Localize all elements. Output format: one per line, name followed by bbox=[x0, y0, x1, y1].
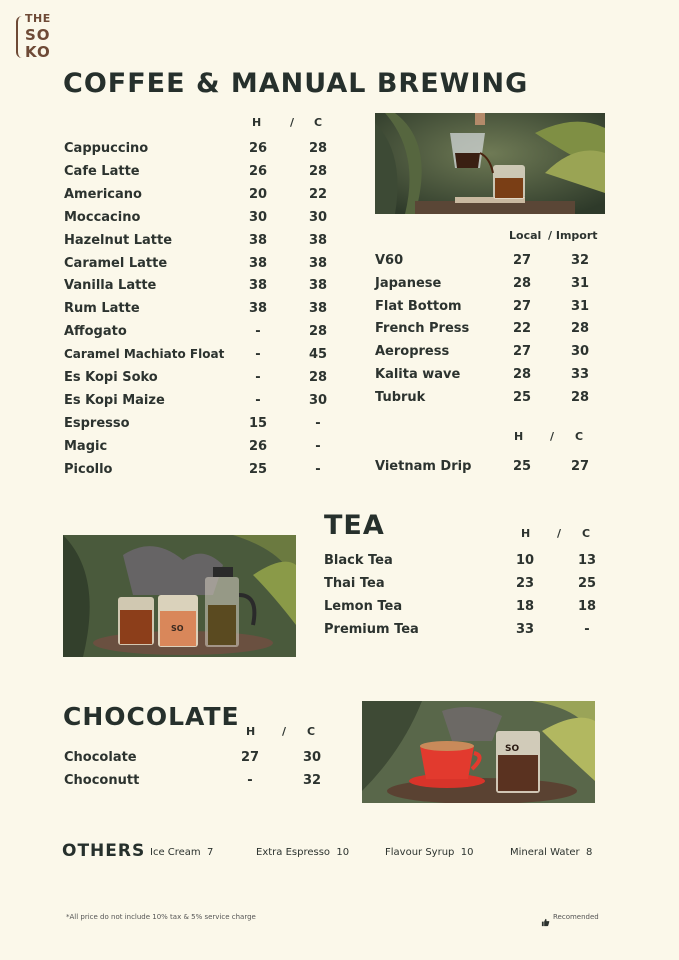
coffee-item-cold-price: 22 bbox=[308, 186, 328, 202]
tea-item-cold-price: 18 bbox=[577, 598, 597, 614]
tea-header-sep: / bbox=[557, 527, 562, 540]
coffee-item-name: Es Kopi Soko bbox=[64, 370, 158, 385]
chocolate-header-c: C bbox=[307, 725, 316, 738]
others-item bbox=[256, 847, 349, 858]
coffee-item-hot-price: - bbox=[255, 392, 261, 408]
chocolate-item-name: Chocolate bbox=[64, 750, 137, 765]
coffee-item-hot-price: 38 bbox=[248, 255, 268, 271]
chocolate-header-sep: / bbox=[282, 725, 287, 738]
thumbs-up-icon bbox=[541, 912, 550, 921]
others-item-name: Mineral Water bbox=[510, 847, 580, 858]
coffee-header-c: C bbox=[314, 116, 323, 129]
others-item-price: 10 bbox=[336, 847, 350, 858]
coffee-item-name: Affogato bbox=[64, 324, 127, 340]
others-item-name: Extra Espresso bbox=[256, 847, 331, 858]
coffee-item-name: Picollo bbox=[64, 461, 113, 477]
manual-header-import: / Import bbox=[548, 229, 598, 242]
brand-logo bbox=[16, 12, 52, 62]
tea-item-cold-price: - bbox=[584, 621, 590, 637]
drip-header-h: H bbox=[514, 430, 524, 443]
chocolate-photo bbox=[362, 701, 595, 803]
others-section-title: OTHERS bbox=[62, 841, 146, 861]
coffee-section-title: COFFEE & MANUAL BREWING bbox=[63, 68, 529, 99]
tea-item-hot-price: 18 bbox=[515, 598, 535, 614]
tea-item-name: Black Tea bbox=[324, 553, 393, 568]
coffee-item-hot-price: - bbox=[255, 370, 261, 385]
recommended-legend: Recomended bbox=[553, 913, 599, 921]
coffee-item-hot-price: 30 bbox=[248, 209, 268, 225]
chocolate-item-cold-price: 32 bbox=[302, 773, 322, 788]
coffee-item-hot-price: - bbox=[255, 324, 261, 340]
logo-line3: KO bbox=[25, 43, 51, 61]
coffee-header-sep: / bbox=[290, 116, 295, 129]
tea-header-h: H bbox=[521, 527, 531, 540]
coffee-item-cold-price: 28 bbox=[308, 370, 328, 385]
manual-item-import-price: 28 bbox=[570, 321, 590, 337]
coffee-item-name: Espresso bbox=[64, 415, 130, 431]
coffee-item-cold-price: - bbox=[315, 461, 321, 477]
chocolate-header-h: H bbox=[246, 725, 256, 738]
tea-item-hot-price: 33 bbox=[515, 621, 535, 637]
coffee-item-cold-price: - bbox=[315, 438, 321, 454]
manual-item-name: French Press bbox=[375, 321, 470, 337]
tea-item-cold-price: 13 bbox=[577, 553, 597, 568]
manual-item-local-price: 25 bbox=[512, 389, 532, 405]
coffee-item-hot-price: 38 bbox=[248, 301, 268, 317]
pour-over-photo bbox=[375, 113, 605, 214]
coffee-item-hot-price: 26 bbox=[248, 438, 268, 454]
coffee-item-cold-price: 28 bbox=[308, 324, 328, 340]
coffee-item-cold-price: 38 bbox=[308, 255, 328, 271]
tea-item-name: Premium Tea bbox=[324, 621, 419, 637]
coffee-item-hot-price: 26 bbox=[248, 141, 268, 156]
coffee-item-name: Vanilla Latte bbox=[64, 278, 157, 294]
manual-item-import-price: 30 bbox=[570, 344, 590, 360]
coffee-item-name: Caramel Latte bbox=[64, 255, 168, 271]
manual-item-import-price: 31 bbox=[570, 298, 590, 314]
manual-item-name: Tubruk bbox=[375, 389, 426, 405]
drip-item-h: 25 bbox=[512, 459, 532, 474]
coffee-item-name: Caramel Machiato Float bbox=[64, 347, 225, 362]
others-item bbox=[385, 847, 473, 858]
tea-item-cold-price: 25 bbox=[577, 575, 597, 591]
coffee-item-name: Moccacino bbox=[64, 209, 141, 225]
tea-item-name: Thai Tea bbox=[324, 575, 385, 591]
chocolate-item-name: Choconutt bbox=[64, 773, 140, 788]
coffee-item-hot-price: 25 bbox=[248, 461, 268, 477]
manual-item-import-price: 33 bbox=[570, 367, 590, 382]
svg-text:SO: SO bbox=[171, 624, 184, 633]
drip-header-c: C bbox=[575, 430, 584, 443]
drip-item-c: 27 bbox=[570, 459, 590, 474]
tax-note: *All price do not include 10% tax & 5% service charge bbox=[66, 913, 256, 921]
manual-item-name: Kalita wave bbox=[375, 367, 461, 382]
tea-photo bbox=[63, 535, 296, 657]
manual-item-local-price: 28 bbox=[512, 367, 532, 382]
others-item-name: Flavour Syrup bbox=[385, 847, 455, 858]
coffee-item-hot-price: 38 bbox=[248, 278, 268, 294]
coffee-item-name: Es Kopi Maize bbox=[64, 392, 165, 408]
manual-item-local-price: 22 bbox=[512, 321, 532, 337]
manual-item-local-price: 28 bbox=[512, 275, 532, 291]
chocolate-section-title: CHOCOLATE bbox=[63, 702, 240, 731]
coffee-item-name: Cappuccino bbox=[64, 141, 149, 156]
coffee-header-h: H bbox=[252, 116, 262, 129]
manual-header-local: Local bbox=[509, 229, 542, 242]
others-item-price: 8 bbox=[586, 847, 593, 858]
others-item-price: 7 bbox=[207, 847, 214, 858]
chocolate-item-cold-price: 30 bbox=[302, 750, 322, 765]
manual-item-name: Aeropress bbox=[375, 344, 450, 360]
manual-item-import-price: 28 bbox=[570, 389, 590, 405]
coffee-item-cold-price: 28 bbox=[308, 163, 328, 179]
coffee-item-cold-price: 30 bbox=[308, 392, 328, 408]
chocolate-item-hot-price: - bbox=[247, 773, 253, 788]
drip-header-sep: / bbox=[550, 430, 555, 443]
tea-item-hot-price: 23 bbox=[515, 575, 535, 591]
manual-item-local-price: 27 bbox=[512, 298, 532, 314]
coffee-item-name: Magic bbox=[64, 438, 108, 454]
coffee-item-hot-price: 26 bbox=[248, 163, 268, 179]
tea-header-c: C bbox=[582, 527, 591, 540]
manual-item-name: Japanese bbox=[375, 275, 442, 291]
tea-section-title: TEA bbox=[324, 510, 385, 541]
manual-item-name: Flat Bottom bbox=[375, 298, 462, 314]
others-item-price: 10 bbox=[460, 847, 474, 858]
coffee-item-cold-price: 38 bbox=[308, 278, 328, 294]
coffee-item-cold-price: 38 bbox=[308, 301, 328, 317]
coffee-item-cold-price: - bbox=[315, 415, 321, 431]
coffee-item-cold-price: 30 bbox=[308, 209, 328, 225]
coffee-item-hot-price: 20 bbox=[248, 186, 268, 202]
coffee-item-name: Rum Latte bbox=[64, 301, 140, 317]
coffee-item-name: Cafe Latte bbox=[64, 163, 140, 179]
coffee-item-cold-price: 45 bbox=[308, 347, 328, 363]
svg-text:SO: SO bbox=[505, 744, 520, 754]
others-item-name: Ice Cream bbox=[150, 847, 201, 858]
drip-item-name: Vietnam Drip bbox=[375, 459, 472, 474]
logo-line1: THE bbox=[25, 12, 51, 25]
tea-item-hot-price: 10 bbox=[515, 553, 535, 568]
logo-line2: SO bbox=[25, 26, 51, 44]
coffee-item-name: Americano bbox=[64, 186, 142, 202]
manual-item-name: V60 bbox=[375, 253, 404, 268]
others-item bbox=[510, 847, 592, 858]
manual-item-import-price: 31 bbox=[570, 275, 590, 291]
logo-emblem bbox=[16, 16, 25, 58]
manual-item-local-price: 27 bbox=[512, 344, 532, 360]
coffee-item-hot-price: 38 bbox=[248, 232, 268, 248]
coffee-item-cold-price: 28 bbox=[308, 141, 328, 156]
manual-item-local-price: 27 bbox=[512, 253, 532, 268]
coffee-item-name: Hazelnut Latte bbox=[64, 232, 173, 248]
coffee-item-hot-price: 15 bbox=[248, 415, 268, 431]
chocolate-item-hot-price: 27 bbox=[240, 750, 260, 765]
others-item bbox=[150, 847, 213, 858]
coffee-item-cold-price: 38 bbox=[308, 232, 328, 248]
manual-item-import-price: 32 bbox=[570, 253, 590, 268]
coffee-item-hot-price: - bbox=[255, 347, 261, 363]
tea-item-name: Lemon Tea bbox=[324, 598, 403, 614]
